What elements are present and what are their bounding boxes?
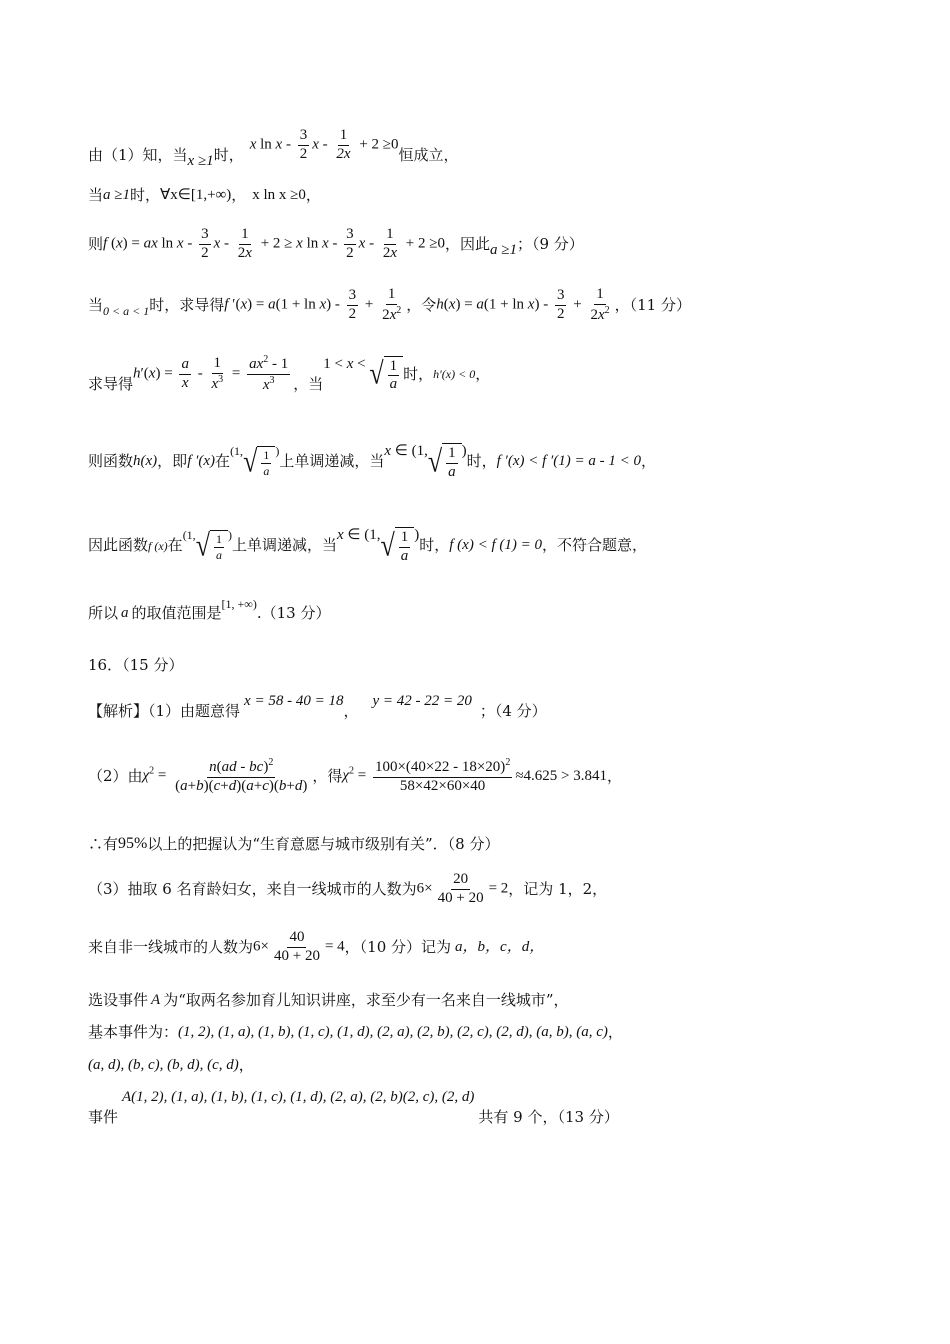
text: ，得 <box>312 766 343 785</box>
math-ineq: x ln x ≥0 <box>252 187 306 203</box>
math-range: [1, +∞) <box>221 596 257 611</box>
math-interval: x ∈ (1, √ $\frac{1}{a}$ ) <box>384 443 467 480</box>
text: 恒成立， <box>398 145 459 164</box>
text: 上单调递减，当 <box>279 452 385 471</box>
line-18 <box>88 1089 910 1126</box>
line-10 <box>88 693 910 720</box>
text: 时， <box>130 186 161 204</box>
math-fx: f (x) <box>148 538 168 553</box>
math-expr: f (x) = ax ln x - $\frac{3}{2}$ x - $\frac{1}{2x}$ + 2 ≥ x ln x - $\frac{3}{2}$ x - $\frac{1}{2x}$ + 2 ≥0 <box>103 226 445 261</box>
math-x: x = 58 - 40 = 18 <box>244 693 344 709</box>
math-interval: (1, √ $\frac{1}{a}$ ) <box>230 443 280 479</box>
math-condition: x ≥1 <box>187 152 214 169</box>
math-expr: x ln x - $\frac{3}{2}$ x - $\frac{1}{2x}$ + 2 ≥0 <box>249 127 399 162</box>
text: 来自非一线城市的人数为 <box>88 937 254 956</box>
text: ，（11 分） <box>614 295 691 314</box>
text: 时，求导得 <box>149 295 225 314</box>
line-16 <box>88 1025 910 1040</box>
math-chi-calc: $\chi^2$ = $\frac{100\times(40\times 22 - 18\times 20)^2}{58\times 42\times 60\times 40}$ <box>342 757 511 794</box>
text: 时， <box>213 145 244 164</box>
text: ；（4 分） <box>479 702 547 720</box>
math-approx: ≈4.625 > 3.841 <box>515 767 608 784</box>
question-number: 16．（15 分） <box>88 656 184 674</box>
text: 由（1）知，当 <box>88 145 188 164</box>
text: 选设事件 <box>88 991 149 1009</box>
text: ，当 <box>293 374 324 393</box>
text: 【解析】（1）由题意得 <box>88 702 241 720</box>
line-9 <box>88 658 910 673</box>
text: 的取值范围是 <box>131 604 222 622</box>
text: （3）抽取 6 名育龄妇女，来自一线城市的人数为 <box>88 879 417 898</box>
text: ，记为 1，2， <box>508 879 608 898</box>
text: ；（9 分） <box>516 234 584 253</box>
text: ，不符合题意， <box>541 536 647 555</box>
text: ， <box>238 1056 254 1074</box>
text: ， <box>343 702 359 720</box>
text: 时， <box>419 536 450 555</box>
text: ，即 <box>157 452 188 471</box>
text: 上单调递减，当 <box>231 536 337 555</box>
text: 所以 <box>88 604 119 622</box>
line-12 <box>88 836 910 852</box>
math-ineq: f (x) < f (1) = 0 <box>449 537 542 554</box>
line-11 <box>88 758 910 795</box>
text: ，（10 分）记为 <box>344 937 452 956</box>
math-condition: 0 < a < 1 <box>103 304 150 319</box>
math-var: a <box>121 605 129 621</box>
math-condition: a ≥1 <box>103 187 130 203</box>
text: ∴有 <box>88 834 119 853</box>
math-interval: 1 < x < √ $\frac{1}{a}$ <box>323 356 403 394</box>
math-fprime: f ′(x) <box>187 453 216 470</box>
math-vars: a，b，c，d， <box>455 938 545 955</box>
line-6 <box>88 443 910 481</box>
line-14 <box>88 930 910 965</box>
math-interval: (1, √ $\frac{1}{a}$ ) <box>182 527 232 563</box>
math-ineq: f ′(x) < f ′(1) = a - 1 < 0 <box>496 453 642 470</box>
text: ， <box>475 364 491 383</box>
math-condition: a ≥1 <box>489 241 517 258</box>
text: 为“取两名参加育儿知识讲座，求至少有一名来自一线城市”， <box>163 991 569 1009</box>
text: 则 <box>88 234 104 253</box>
math-frac-expr: 6× $\frac{40}{40 + 20}$ = 4 <box>253 929 345 964</box>
math-y: y = 42 - 22 = 20 <box>372 693 472 709</box>
line-15 <box>88 993 910 1008</box>
line-17 <box>88 1058 910 1073</box>
text: 事件 <box>88 1108 119 1126</box>
line-7 <box>88 527 910 565</box>
math-hx: h(x) <box>133 453 158 470</box>
text: 在 <box>215 452 231 471</box>
text: 在 <box>167 536 183 555</box>
math-hprime: h′(x) = $\frac{a}{x}$ - $\frac{1}{x^3}$ = $\frac{ax^2 - 1}{x^3}$ <box>133 354 289 393</box>
text: 时， <box>403 364 434 383</box>
text: 则函数 <box>88 452 134 471</box>
text: ，令 <box>406 295 437 314</box>
text: 时， <box>466 452 497 471</box>
text: ， <box>607 1023 623 1041</box>
text: ， <box>231 186 247 204</box>
line-2 <box>88 188 910 203</box>
math-chi-formula: $\chi^2$ = $\frac{n(ad - bc)^2}{(a+b)(c+d)(a+c)(b+d)}$ <box>142 757 308 794</box>
text: 求导得 <box>88 374 134 393</box>
text: .（13 分） <box>256 604 331 622</box>
line-1 <box>88 127 910 173</box>
text: （2）由 <box>88 766 143 785</box>
text: 当 <box>88 295 104 314</box>
line-5 <box>88 355 910 394</box>
line-3 <box>88 227 910 262</box>
math-percent: 95% <box>118 835 148 852</box>
text: 以上的把握认为“生育意愿与城市级别有关”．（8 分） <box>147 834 500 853</box>
line-8 <box>88 596 910 622</box>
math-interval: x ∈ (1, √ $\frac{1}{a}$ ) <box>336 527 420 564</box>
text: ， <box>607 766 623 785</box>
text: ， <box>305 186 321 204</box>
math-set: A(1, 2), (1, a), (1, b), (1, c), (1, d), (2, a), (2, b)(2, c), (2, d) <box>122 1089 475 1105</box>
text: ， <box>641 452 657 471</box>
text: 共有 9 个，（13 分） <box>478 1108 619 1126</box>
math-frac-expr: 6× $\frac{20}{40 + 20}$ = 2 <box>416 871 509 906</box>
math-set: (1, 2), (1, a), (1, b), (1, c), (1, d), (2, a), (2, b), (2, c), (2, d), (a, b), (a, c) <box>178 1024 608 1040</box>
text: 基本事件为： <box>88 1023 179 1041</box>
math-derivative: f ′(x) = a(1 + ln x) - $\frac{3}{2}$ + $\frac{1}{2x^2}$ <box>224 286 402 323</box>
text: 当 <box>88 186 104 204</box>
text: ，因此 <box>444 234 490 253</box>
math-forall: ∀x∈[1,+∞) <box>160 187 232 203</box>
math-ineq: h′(x) < 0 <box>433 367 476 382</box>
math-event: A <box>151 992 161 1008</box>
math-h-def: h(x) = a(1 + ln x) - $\frac{3}{2}$ + $\frac{1}{2x^2}$ <box>436 286 610 323</box>
text: 因此函数 <box>88 536 149 555</box>
math-set: (a, d), (b, c), (b, d), (c, d) <box>88 1057 239 1073</box>
line-4 <box>88 287 910 324</box>
line-13 <box>88 872 910 907</box>
